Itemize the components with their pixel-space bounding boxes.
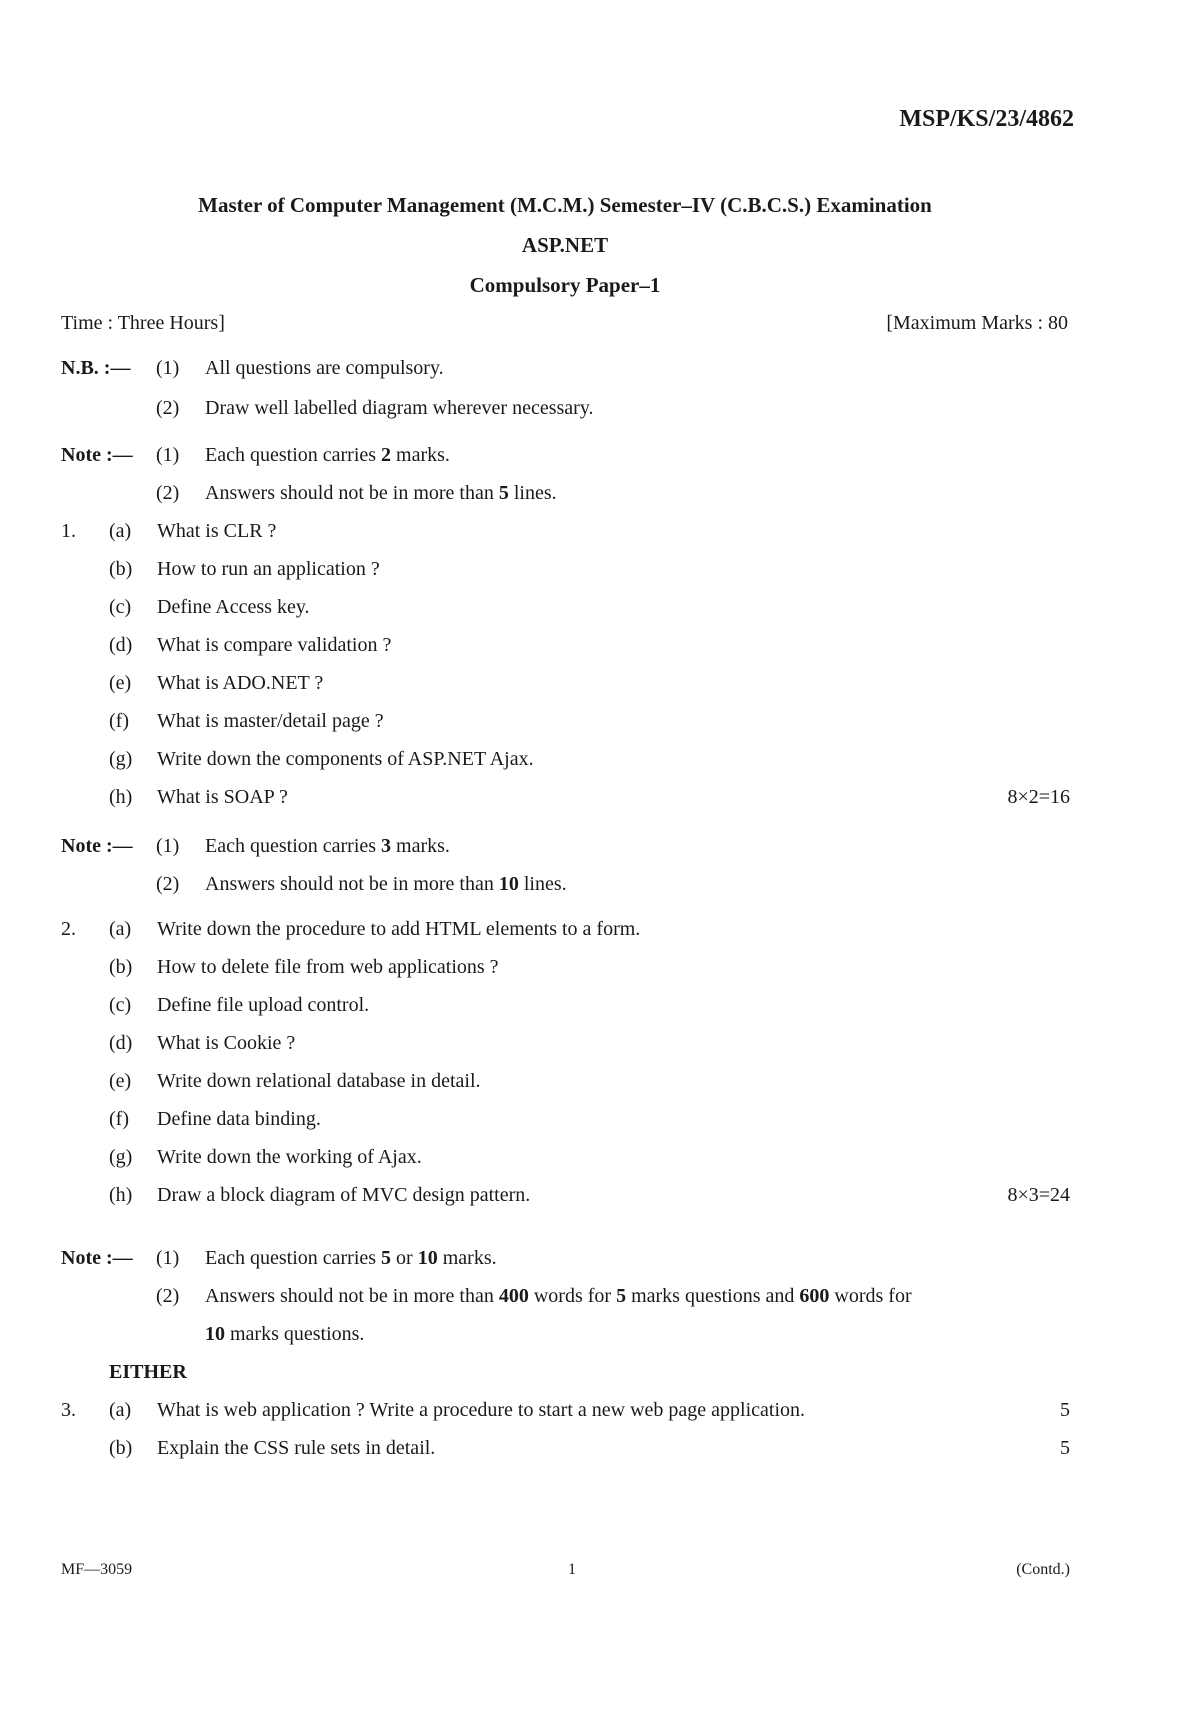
either-heading: EITHER: [109, 1361, 187, 1383]
question-number: 1.: [61, 520, 76, 542]
question-part-label: (h): [109, 1184, 133, 1206]
note-item-text: Each question carries 5 or 10 marks.: [205, 1247, 497, 1269]
question-part-text: What is web application ? Write a procedure to start a new web page application.: [157, 1399, 806, 1421]
question-part-marks: 5: [1060, 1437, 1070, 1459]
note-label: Note :—: [61, 835, 133, 857]
maximum-marks: [Maximum Marks : 80: [886, 312, 1068, 334]
nb-label: N.B. :—: [61, 357, 131, 379]
question-part-label: (b): [109, 558, 133, 580]
note-item-text: Each question carries 2 marks.: [205, 444, 450, 466]
question-number: 3.: [61, 1399, 76, 1421]
question-part-marks: 5: [1060, 1399, 1070, 1421]
nb-item-number: (2): [156, 397, 180, 419]
question-part-label: (d): [109, 634, 133, 656]
nb-item-text: Draw well labelled diagram wherever necessary.: [205, 397, 594, 419]
note-item-text: Answers should not be in more than 400 words for 5 marks questions and 600 words for: [205, 1285, 912, 1307]
question-part-text: Write down the components of ASP.NET Ajax.: [157, 748, 534, 770]
question-part-label: (e): [109, 672, 132, 694]
question-part-text: What is ADO.NET ?: [157, 672, 324, 694]
question-part-label: (b): [109, 1437, 133, 1459]
nb-item-text: All questions are compulsory.: [205, 357, 444, 379]
note-item-text: Each question carries 3 marks.: [205, 835, 450, 857]
question-part-text: How to run an application ?: [157, 558, 380, 580]
question-part-text: What is Cookie ?: [157, 1032, 296, 1054]
question-part-label: (a): [109, 1399, 132, 1421]
question-part-label: (g): [109, 1146, 133, 1168]
question-part-label: (d): [109, 1032, 133, 1054]
question-part-text: What is CLR ?: [157, 520, 277, 542]
note-item-number: (2): [156, 873, 180, 895]
note-item-text: Answers should not be in more than 10 lines.: [205, 873, 567, 895]
question-marks: 8×2=16: [1007, 786, 1070, 808]
question-part-text: Define file upload control.: [157, 994, 370, 1016]
paper-code: MSP/KS/23/4862: [899, 106, 1074, 132]
note-label: Note :—: [61, 444, 133, 466]
footer-paper-code: MF—3059: [61, 1561, 133, 1578]
time-allowed: Time : Three Hours]: [61, 312, 225, 334]
question-part-label: (e): [109, 1070, 132, 1092]
question-part-text: How to delete file from web applications ?: [157, 956, 499, 978]
question-part-text: What is compare validation ?: [157, 634, 392, 656]
note-item-number: (1): [156, 444, 180, 466]
footer-page-number: 1: [568, 1561, 576, 1578]
question-part-text: Define Access key.: [157, 596, 310, 618]
question-part-label: (f): [109, 1108, 129, 1130]
question-part-text: Write down the procedure to add HTML elements to a form.: [157, 918, 641, 940]
footer-continued: (Contd.): [1016, 1561, 1070, 1578]
note-item-number: (2): [156, 482, 180, 504]
note-item-number: (1): [156, 835, 180, 857]
question-part-label: (g): [109, 748, 133, 770]
question-number: 2.: [61, 918, 76, 940]
note-item-text: Answers should not be in more than 5 lines.: [205, 482, 557, 504]
question-part-label: (c): [109, 596, 132, 618]
question-part-text: Draw a block diagram of MVC design pattern.: [157, 1184, 531, 1206]
question-marks: 8×3=24: [1007, 1184, 1070, 1206]
question-part-label: (a): [109, 520, 132, 542]
question-part-text: Write down the working of Ajax.: [157, 1146, 422, 1168]
subject-title: ASP.NET: [521, 233, 609, 257]
exam-title: Master of Computer Management (M.C.M.) Semester–IV (C.B.C.S.) Examination: [198, 193, 932, 217]
note-item-number: (1): [156, 1247, 180, 1269]
question-part-text: What is master/detail page ?: [157, 710, 384, 732]
question-part-text: What is SOAP ?: [157, 786, 288, 808]
note-item-number: (2): [156, 1285, 180, 1307]
question-part-label: (f): [109, 710, 129, 732]
note-label: Note :—: [61, 1247, 133, 1269]
paper-title: Compulsory Paper–1: [469, 273, 661, 297]
question-part-text: Define data binding.: [157, 1108, 321, 1130]
question-part-label: (a): [109, 918, 132, 940]
question-part-text: Write down relational database in detail.: [157, 1070, 481, 1092]
nb-item-number: (1): [156, 357, 180, 379]
question-part-label: (h): [109, 786, 133, 808]
note-item-text-continued: 10 marks questions.: [205, 1323, 365, 1345]
question-part-text: Explain the CSS rule sets in detail.: [157, 1437, 436, 1459]
question-part-label: (b): [109, 956, 133, 978]
question-part-label: (c): [109, 994, 132, 1016]
